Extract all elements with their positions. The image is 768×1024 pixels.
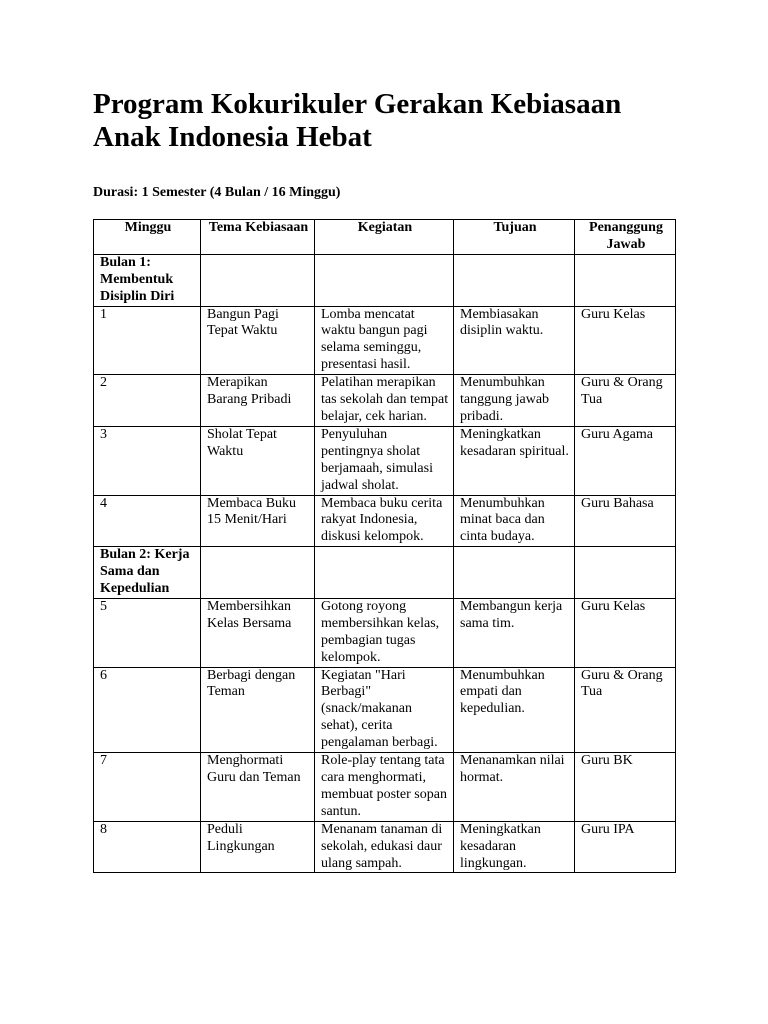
table-row	[94, 375, 676, 427]
goal-cell: Menumbuhkan empati dan kepedulian.	[454, 667, 575, 753]
week-cell: 7	[94, 753, 201, 822]
activity-cell: Pelatihan merapikan tas sekolah dan tempat belajar, cek harian.	[315, 375, 454, 427]
theme-cell: Merapikan Barang Pribadi	[201, 375, 315, 427]
table-body	[94, 254, 676, 873]
schedule-table	[93, 219, 676, 873]
activity-cell: Penyuluhan pentingnya sholat berjamaah, simulasi jadwal sholat.	[315, 426, 454, 495]
goal-cell: Membangun kerja sama tim.	[454, 598, 575, 667]
theme-cell: Membaca Buku 15 Menit/Hari	[201, 495, 315, 547]
header-row	[94, 220, 676, 255]
theme-cell: Menghormati Guru dan Teman	[201, 753, 315, 822]
table-row	[94, 821, 676, 873]
theme-cell: Peduli Lingkungan	[201, 821, 315, 873]
empty-cell	[575, 254, 676, 306]
responsible-cell: Guru IPA	[575, 821, 676, 873]
empty-cell	[315, 254, 454, 306]
activity-cell: Gotong royong membersihkan kelas, pembagian tugas kelompok.	[315, 598, 454, 667]
goal-cell: Membiasakan disiplin waktu.	[454, 306, 575, 375]
document-title: Program Kokurikuler Gerakan Kebiasaan Anak Indonesia Hebat	[93, 88, 622, 153]
empty-cell	[454, 547, 575, 599]
responsible-cell: Guru & Orang Tua	[575, 667, 676, 753]
table-row	[94, 753, 676, 822]
table-row	[94, 495, 676, 547]
header-tema-kebiasaan: Tema Kebiasaan	[201, 220, 315, 255]
goal-cell: Menumbuhkan tanggung jawab pribadi.	[454, 375, 575, 427]
responsible-cell: Guru Agama	[575, 426, 676, 495]
table-row	[94, 667, 676, 753]
week-cell: 6	[94, 667, 201, 753]
header-minggu: Minggu	[94, 220, 201, 255]
week-cell: 8	[94, 821, 201, 873]
header-tujuan: Tujuan	[454, 220, 575, 255]
week-cell: 4	[94, 495, 201, 547]
month-row	[94, 254, 676, 306]
empty-cell	[201, 547, 315, 599]
goal-cell: Meningkatkan kesadaran spiritual.	[454, 426, 575, 495]
theme-cell: Membersihkan Kelas Bersama	[201, 598, 315, 667]
table-row	[94, 598, 676, 667]
week-cell: 2	[94, 375, 201, 427]
month-row	[94, 547, 676, 599]
table-header	[94, 220, 676, 255]
empty-cell	[315, 547, 454, 599]
responsible-cell: Guru Bahasa	[575, 495, 676, 547]
responsible-cell: Guru & Orang Tua	[575, 375, 676, 427]
activity-cell: Role-play tentang tata cara menghormati, membuat poster sopan santun.	[315, 753, 454, 822]
responsible-cell: Guru BK	[575, 753, 676, 822]
empty-cell	[575, 547, 676, 599]
theme-cell: Berbagi dengan Teman	[201, 667, 315, 753]
month-label: Bulan 1: Membentuk Disiplin Diri	[94, 254, 201, 306]
header-penanggung-jawab: Penanggung Jawab	[575, 220, 676, 255]
empty-cell	[201, 254, 315, 306]
header-kegiatan: Kegiatan	[315, 220, 454, 255]
goal-cell: Menumbuhkan minat baca dan cinta budaya.	[454, 495, 575, 547]
activity-cell: Lomba mencatat waktu bangun pagi selama seminggu, presentasi hasil.	[315, 306, 454, 375]
goal-cell: Meningkatkan kesadaran lingkungan.	[454, 821, 575, 873]
activity-cell: Membaca buku cerita rakyat Indonesia, diskusi kelompok.	[315, 495, 454, 547]
month-label: Bulan 2: Kerja Sama dan Kepedulian	[94, 547, 201, 599]
activity-cell: Menanam tanaman di sekolah, edukasi daur ulang sampah.	[315, 821, 454, 873]
week-cell: 1	[94, 306, 201, 375]
theme-cell: Sholat Tepat Waktu	[201, 426, 315, 495]
responsible-cell: Guru Kelas	[575, 306, 676, 375]
table-row	[94, 426, 676, 495]
empty-cell	[454, 254, 575, 306]
week-cell: 5	[94, 598, 201, 667]
week-cell: 3	[94, 426, 201, 495]
activity-cell: Kegiatan "Hari Berbagi" (snack/makanan sehat), cerita pengalaman berbagi.	[315, 667, 454, 753]
goal-cell: Menanamkan nilai hormat.	[454, 753, 575, 822]
duration-text: Durasi: 1 Semester (4 Bulan / 16 Minggu)	[93, 185, 341, 200]
table-row	[94, 306, 676, 375]
theme-cell: Bangun Pagi Tepat Waktu	[201, 306, 315, 375]
responsible-cell: Guru Kelas	[575, 598, 676, 667]
